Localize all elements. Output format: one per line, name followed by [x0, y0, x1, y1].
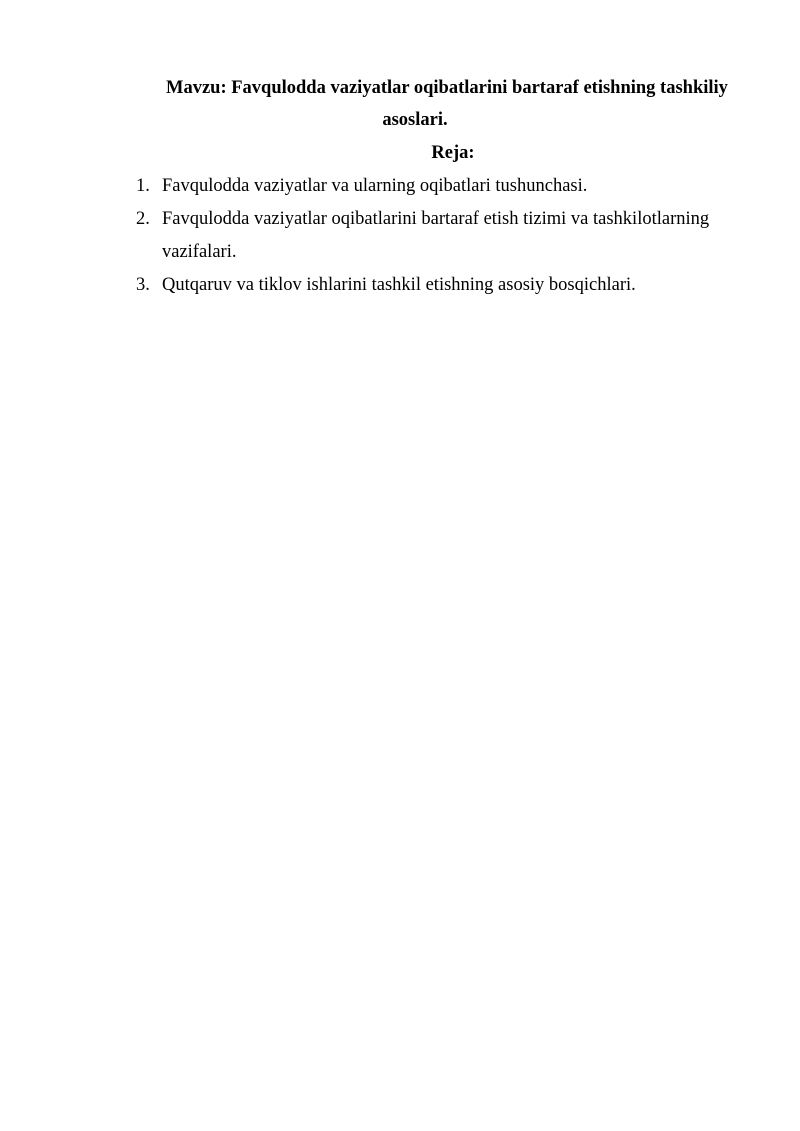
list-item-text-continuation: vazifalari. — [162, 242, 237, 262]
document-title: Mavzu: Favqulodda vaziyatlar oqibatlarini bartaraf etishning tashkiliy — [166, 78, 728, 98]
list-item-number: 3. — [136, 275, 150, 295]
list-item-text: Favqulodda vaziyatlar va ularning oqibatlari tushunchasi. — [162, 176, 588, 196]
list-item-text: Qutqaruv va tiklov ishlarini tashkil etishning asosiy bosqichlari. — [162, 275, 636, 295]
list-item-number: 2. — [136, 209, 150, 229]
document-title-continuation: asoslari. — [382, 110, 448, 130]
list-item-number: 1. — [136, 176, 150, 196]
list-item-text: Favqulodda vaziyatlar oqibatlarini bartaraf etish tizimi va tashkilotlarning — [162, 209, 710, 229]
plan-heading: Reja: — [431, 143, 475, 163]
